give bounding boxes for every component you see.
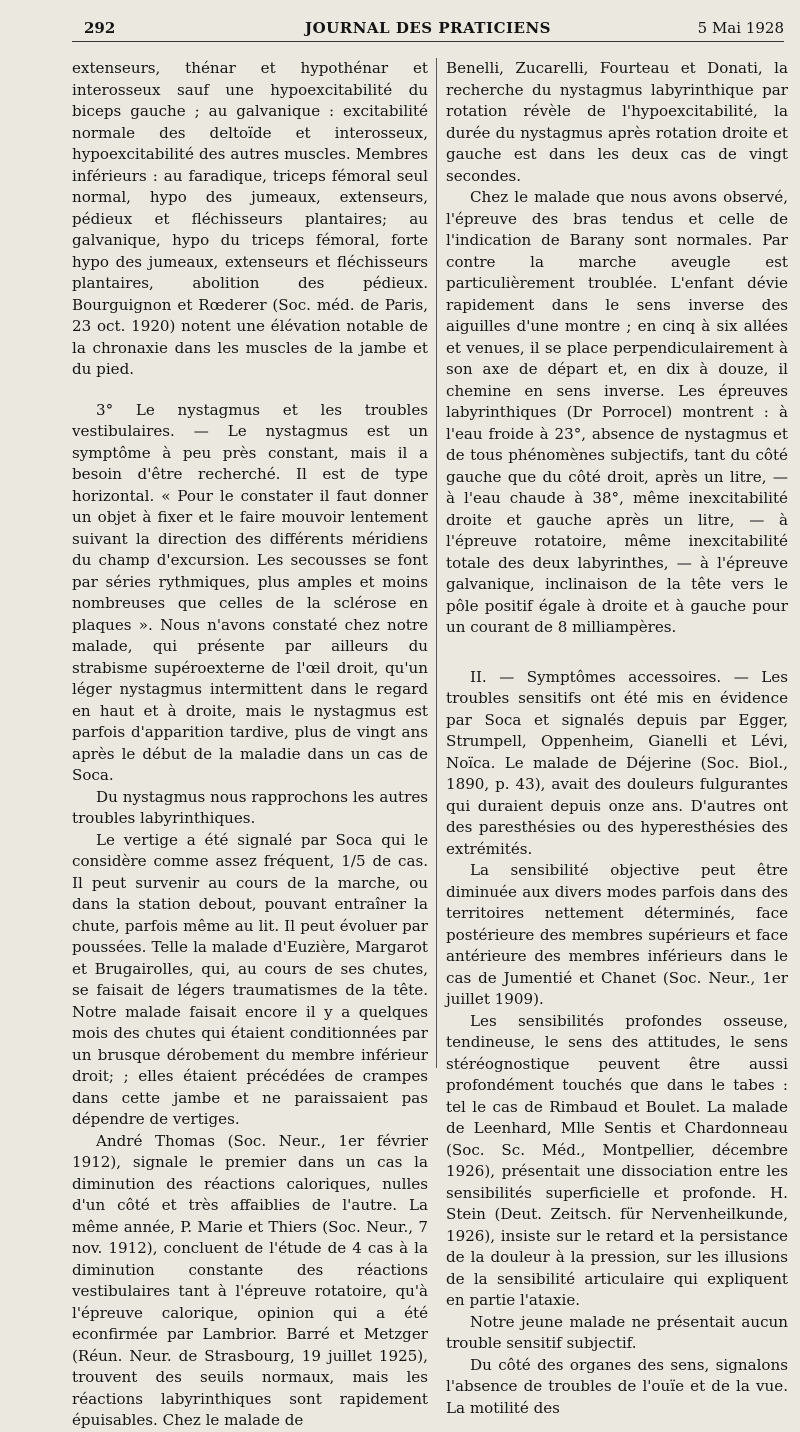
paragraph: Chez le malade que nous avons observé, l'épreuve des bras tendus et celle de l'indication de Barany sont normales. Par contre la marche aveugle est particulièrement troublée. L'enfant dévie rapidement dans le sens inverse des aiguilles d'une montre ; en cinq à six allées et venues, il se place perpendiculairement à son axe de départ et, en dix à douze, il chemine en sens inverse. Les épreuves labyrinthiques (Dr Porrocel) montrent : à l'eau froide à 23°, absence de nystagmus et de tous phénomènes subjectifs, tant du côté gauche que du côté droit, après un litre, — à l'eau chaude à 38°, même inexcitabilité droite et gauche après un litre, — à l'épreuve rotatoire, même inexcitabilité totale des deux labyrinthes, — à l'épreuve galvanique, inclinaison de la tête vers le pôle positif égale à droite et à gauche pour un courant de 8 milliampères.: [446, 188, 788, 636]
column-divider: [436, 58, 437, 1068]
issue-date: 5 Mai 1928: [697, 19, 784, 37]
paragraph: Benelli, Zucarelli, Fourteau et Donati, la recherche du nystagmus labyrinthique par rotation révèle de l'hypoexcitabilité, la durée du nystagmus après rotation droite et gauche est dans les deux cas de vingt secondes.: [446, 59, 788, 185]
section-nystagmus-paragraph: 3° Le nystagmus et les troubles vestibulaires. — Le nystagmus est un symptôme à peu près constant, mais il a besoin d'être recherché. Il est de type horizontal. « Pour le constater il faut donner un objet à fixer et le faire mouvoir lentement suivant la direction des différents méridiens du champ d'excursion. Les secousses se font par séries rythmiques, plus amples et moins nombreuses que celles de la sclérose en plaques ». Nous n'avons constaté chez notre malade, qui présente par ailleurs du strabisme supéroexterne de l'œil droit, qu'un léger nystagmus intermittent dans le regard en haut et à droite, mais le nystagmus est parfois d'apparition tardive, plus de vingt ans après le début de la maladie dans un cas de Soca.: [72, 400, 428, 784]
page-number: 292: [84, 19, 116, 37]
paragraph: La sensibilité objective peut être diminuée aux divers modes parfois dans des territoires nettement déterminés, face postérieure des membres supérieurs et face antérieure des membres inférieurs dans le cas de Jumentié et Chanet (Soc. Neur., 1er juillet 1909).: [446, 861, 788, 1008]
section-accessory-symptoms-paragraph: II. — Symptômes accessoires. — Les troubles sensitifs ont été mis en évidence par Soca et signalés depuis par Egger, Strumpell, Oppenheim, Gianelli et Lévi, Noïca. Le malade de Déjerine (Soc. Biol., 1890, p. 43), avait des douleurs fulgurantes qui duraient depuis onze ans. D'autres ont des paresthésies ou des hyperesthésies des extrémités.: [446, 667, 788, 858]
paragraph: Le vertige a été signalé par Soca qui le considère comme assez fréquent, 1/5 de cas. Il peut survenir au cours de la marche, ou dans la station debout, pouvant entraîner la chute, parfois même au lit. Il peut évoluer par poussées. Telle la malade d'Euzière, Margarot et Brugairolles, qui, au cours de ses chutes, se faisait de légers traumatismes de la tête. Notre malade faisait encore il y a quelques mois des chutes qui étaient conditionnées par un brusque dérobement du membre inférieur droit; ; elles étaient précédées de crampes dans cette jambe et ne paraissaient pas dépendre de vertiges.: [72, 830, 428, 1128]
right-column: [446, 58, 788, 1419]
paragraph: André Thomas (Soc. Neur., 1er février 1912), signale le premier dans un cas la diminution des réactions caloriques, nulles d'un côté et très affaiblies de l'autre. La même année, P. Marie et Thiers (Soc. Neur., 7 nov. 1912), concluent de l'étude de 4 cas à la diminution constante des réactions vestibulaires tant à l'épreuve rotatoire, qu'à l'épreuve calorique, opinion qui a été econfirmée par Lambrior. Barré et Metzger (Réun. Neur. de Strasbourg, 19 juillet 1925), trouvent des seuils normaux, mais les réactions labyrinthiques sont rapidement épuisables. Chez le malade de: [72, 1131, 428, 1429]
paragraph: Les sensibilités profondes osseuse, tendineuse, le sens des attitudes, le sens stéréognostique peuvent être aussi profondément touchés que dans le tabes : tel le cas de Rimbaud et Boulet. La malade de Leenhard, Mlle Sentis et Chardonneau (Soc. Sc. Méd., Montpellier, décembre 1926), présentait une dissociation entre les sensibilités superficielle et profonde. H. Stein (Deut. Zeitsch. für Nervenheilkunde, 1926), insiste sur le retard et la persistance de la douleur à la pression, sur les illusions de la sensibilité articulaire qui expliquent en partie l'ataxie.: [446, 1011, 788, 1309]
paragraph: Notre jeune malade ne présentait aucun trouble sensitif subjectif.: [446, 1312, 788, 1352]
paragraph: Du côté des organes des sens, signalons l'absence de troubles de l'ouïe et de la vue. La motilité des: [446, 1355, 788, 1417]
running-header: [72, 19, 784, 42]
journal-title: JOURNAL DES PRATICIENS: [305, 19, 551, 37]
left-column: [72, 58, 428, 1432]
paragraph: Du nystagmus nous rapprochons les autres troubles labyrinthiques.: [72, 787, 428, 827]
paragraph: extenseurs, thénar et hypothénar et interosseux sauf une hypoexcitabilité du biceps gauche ; au galvanique : excitabilité normale des deltoïde et interosseux, hypoexcitabilité des autres muscles. Membres inférieurs : au faradique, triceps fémoral seul normal, hypo des jumeaux, extenseurs, pédieux et fléchisseurs plantaires; au galvanique, hypo du triceps fémoral, forte hypo des jumeaux, extenseurs et fléchisseurs plantaires, abolition des pédieux. Bourguignon et Rœderer (Soc. méd. de Paris, 23 oct. 1920) notent une élévation notable de la chronaxie dans les muscles de la jambe et du pied.: [72, 59, 428, 378]
